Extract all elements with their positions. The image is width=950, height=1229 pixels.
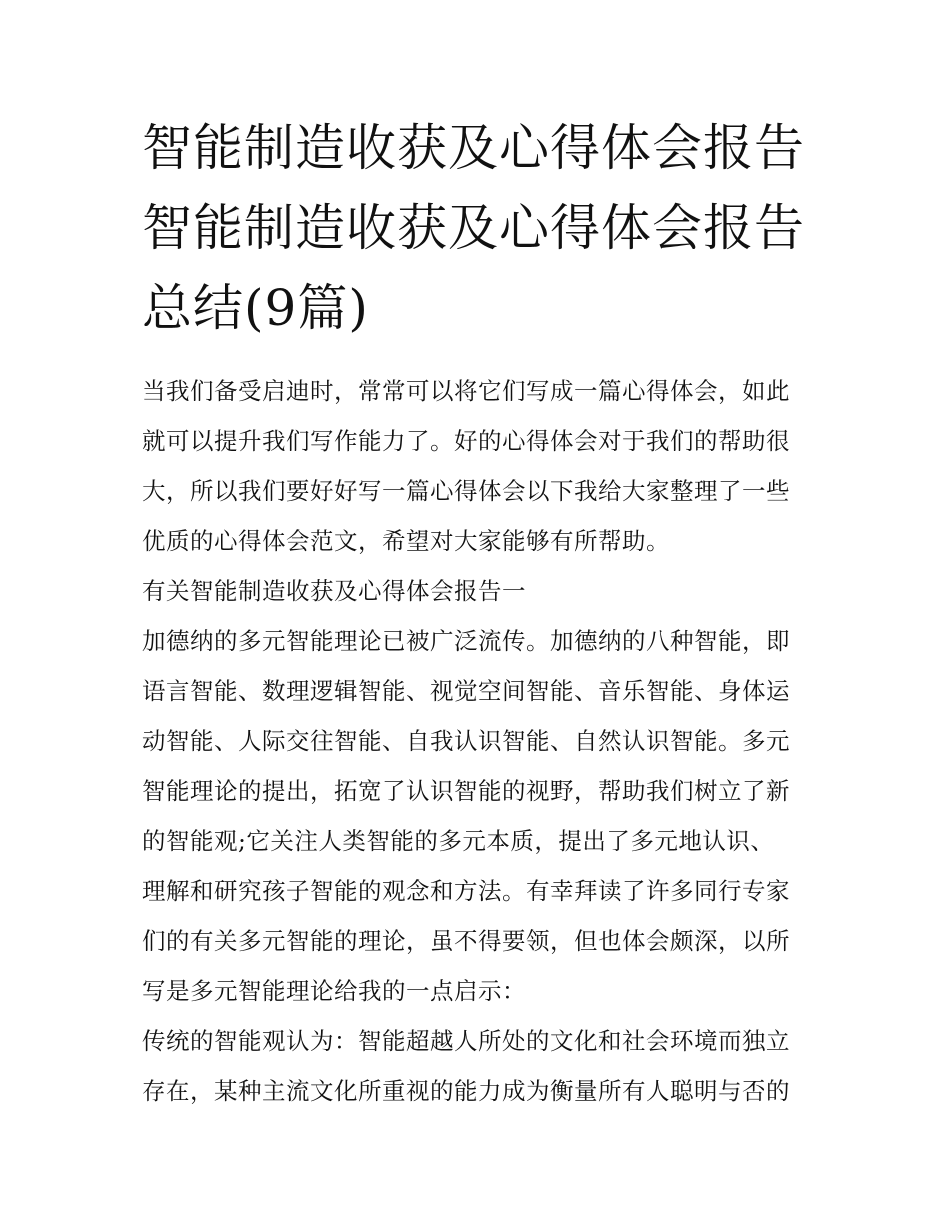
section-heading-text: 有关智能制造收获及心得体会报告一 — [142, 577, 526, 605]
paragraph-line: 写是多元智能理论给我的一点启示： — [142, 977, 526, 1005]
intro-paragraph — [142, 366, 814, 566]
intro-line: 大，所以我们要好好写一篇心得体会以下我给大家整理了一些 — [142, 477, 790, 505]
paragraph-line: 理解和研究孩子智能的观念和方法。有幸拜读了许多同行专家 — [142, 877, 790, 905]
body-paragraph-1 — [142, 616, 814, 1016]
paragraph-line: 存在，某种主流文化所重视的能力成为衡量所有人聪明与否的 — [142, 1077, 790, 1105]
body-paragraph-2 — [142, 1016, 814, 1116]
intro-line: 优质的心得体会范文，希望对大家能够有所帮助。 — [142, 527, 670, 555]
paragraph-line: 传统的智能观认为：智能超越人所处的文化和社会环境而独立 — [142, 1027, 790, 1055]
paragraph-line: 的智能观;它关注人类智能的多元本质，提出了多元地认识、 — [142, 827, 775, 855]
document-title — [142, 108, 814, 348]
document-body — [142, 366, 814, 1116]
intro-line: 当我们备受启迪时，常常可以将它们写成一篇心得体会，如此 — [142, 377, 790, 405]
intro-line: 就可以提升我们写作能力了。好的心得体会对于我们的帮助很 — [142, 427, 790, 455]
paragraph-line: 智能理论的提出，拓宽了认识智能的视野，帮助我们树立了新 — [142, 777, 790, 805]
paragraph-line: 动智能、人际交往智能、自我认识智能、自然认识智能。多元 — [142, 727, 790, 755]
title-line-2: 智能制造收获及心得体会报告 — [142, 199, 805, 257]
paragraph-line: 加德纳的多元智能理论已被广泛流传。加德纳的八种智能，即 — [142, 627, 790, 655]
title-line-1: 智能制造收获及心得体会报告 — [142, 119, 805, 177]
document-page — [142, 108, 814, 1116]
paragraph-line: 们的有关多元智能的理论，虽不得要领，但也体会颇深，以所 — [142, 927, 790, 955]
paragraph-line: 语言智能、数理逻辑智能、视觉空间智能、音乐智能、身体运 — [142, 677, 790, 705]
section-heading — [142, 566, 814, 616]
title-line-3: 总结(9篇) — [142, 279, 369, 337]
